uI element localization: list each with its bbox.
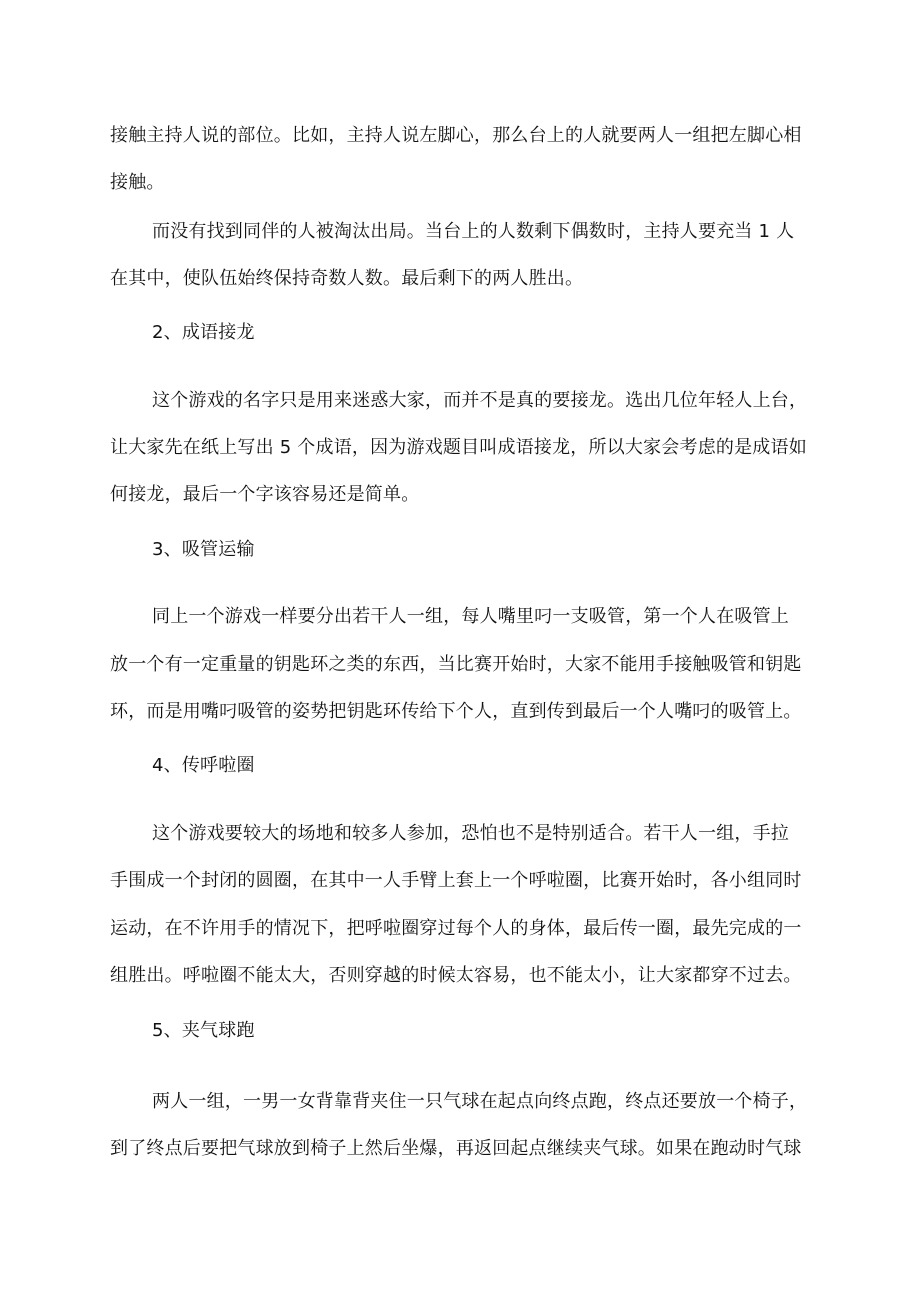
- paragraph-line: 接触。: [110, 172, 165, 193]
- section-heading: 5、夹气球跑: [152, 1020, 255, 1041]
- paragraph-line: 环，而是用嘴叼吸管的姿势把钥匙环传给下个人，直到传到最后一个人嘴叼的吸管上。: [110, 701, 802, 722]
- paragraph-line: 在其中，使队伍始终保持奇数人数。最后剩下的两人胜出。: [110, 268, 584, 289]
- paragraph-line: 这个游戏的名字只是用来迷惑大家，而并不是真的要接龙。选出几位年轻人上台，: [152, 390, 808, 411]
- section-heading: 3、吸管运输: [152, 539, 255, 560]
- paragraph-line: 这个游戏要较大的场地和较多人参加，恐怕也不是特别适合。若干人一组，手拉: [152, 823, 789, 844]
- paragraph-line: 让大家先在纸上写出 5 个成语，因为游戏题目叫成语接龙，所以大家会考虑的是成语如: [110, 437, 807, 458]
- paragraph-line: 何接龙，最后一个字该容易还是简单。: [110, 484, 420, 505]
- section-heading: 4、传呼啦圈: [152, 755, 255, 776]
- paragraph-line: 两人一组，一男一女背靠背夹住一只气球在起点向终点跑，终点还要放一个椅子，: [152, 1091, 808, 1112]
- paragraph-line: 手围成一个封闭的圆圈，在其中一人手臂上套上一个呼啦圈，比赛开始时，各小组同时: [110, 870, 802, 891]
- paragraph-line: 运动，在不许用手的情况下，把呼啦圈穿过每个人的身体，最后传一圈，最先完成的一: [110, 918, 802, 939]
- paragraph-line: 组胜出。呼啦圈不能太大，否则穿越的时候太容易，也不能太小，让大家都穿不过去。: [110, 965, 802, 986]
- paragraph-line: 而没有找到同伴的人被淘汰出局。当台上的人数剩下偶数时，主持人要充当 1 人: [152, 221, 795, 242]
- paragraph-line: 同上一个游戏一样要分出若干人一组，每人嘴里叼一支吸管，第一个人在吸管上: [152, 606, 789, 627]
- paragraph-line: 到了终点后要把气球放到椅子上然后坐爆，再返回起点继续夹气球。如果在跑动时气球: [110, 1138, 802, 1159]
- paragraph-line: 放一个有一定重量的钥匙环之类的东西，当比赛开始时，大家不能用手接触吸管和钥匙: [110, 654, 802, 675]
- section-heading: 2、成语接龙: [152, 322, 255, 343]
- paragraph-line: 接触主持人说的部位。比如，主持人说左脚心，那么台上的人就要两人一组把左脚心相: [110, 125, 802, 146]
